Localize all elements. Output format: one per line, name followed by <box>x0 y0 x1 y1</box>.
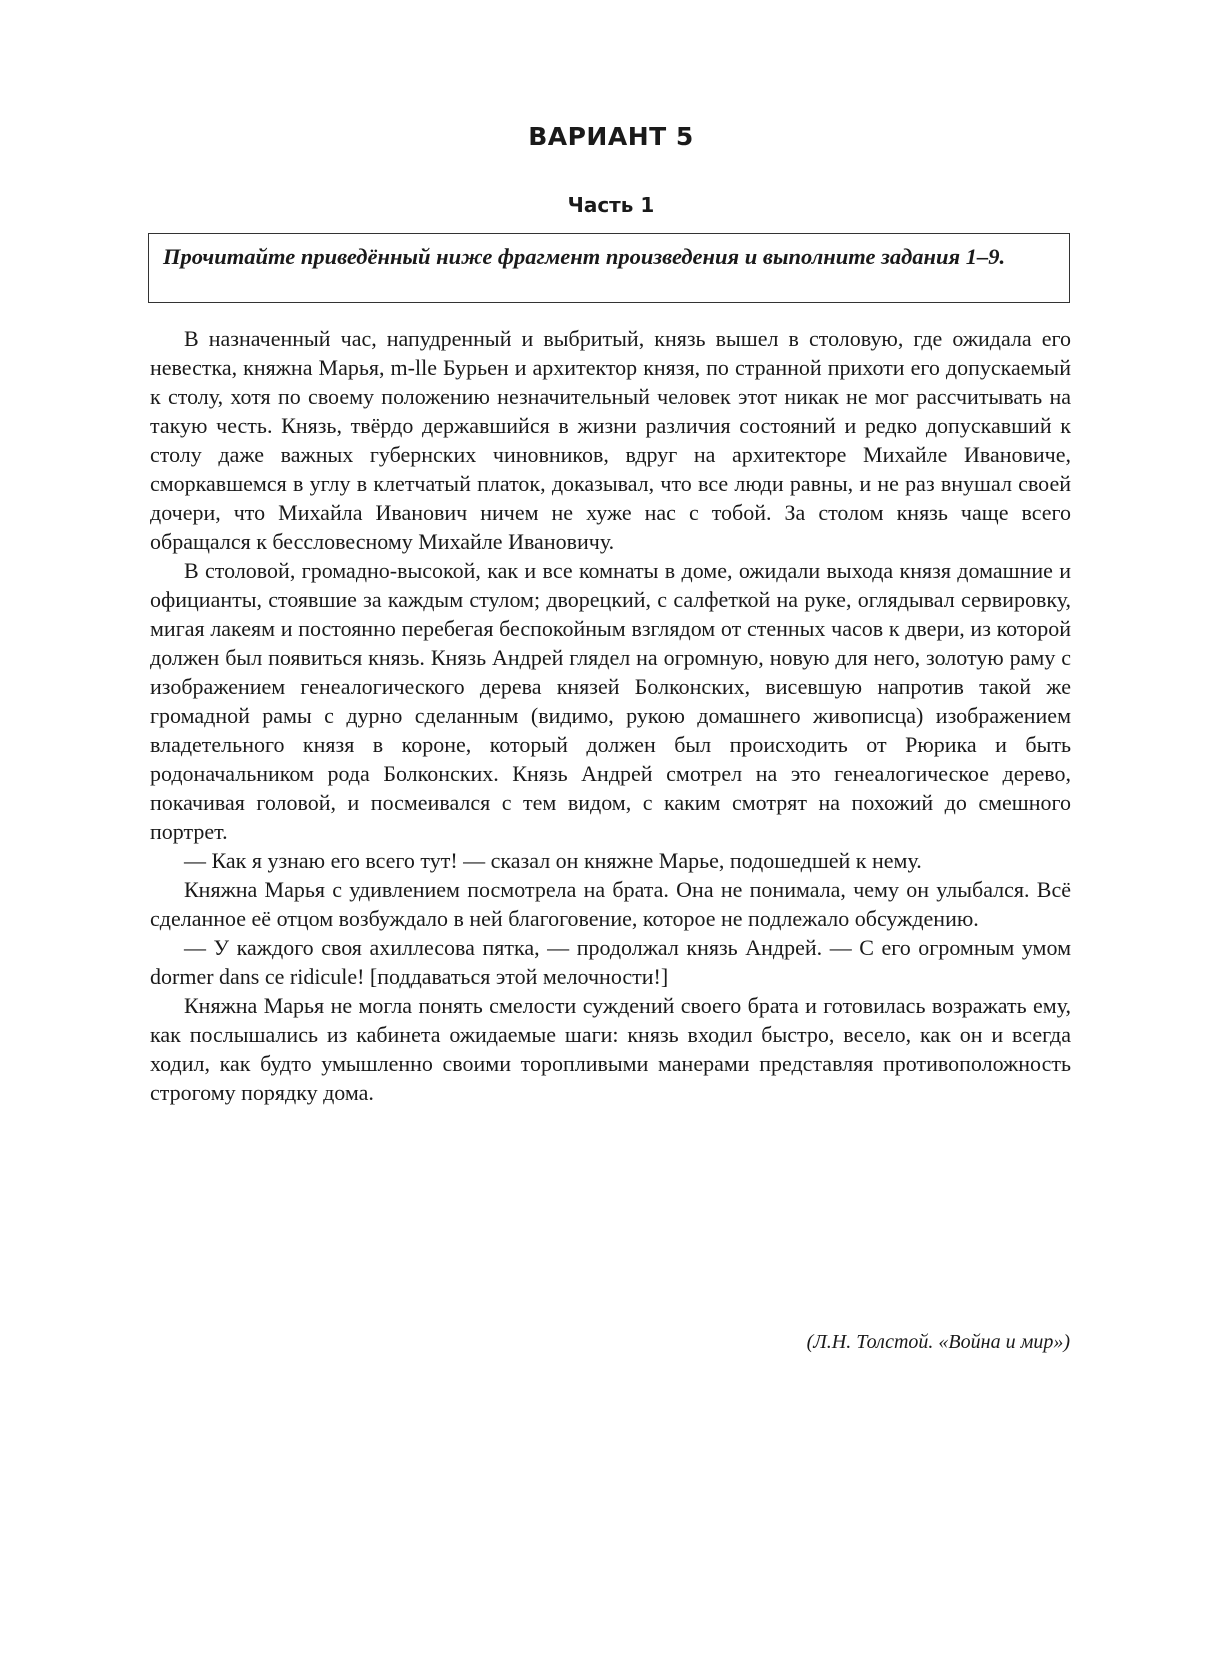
paragraph: В столовой, громадно-высокой, как и все комнаты в доме, ожидали выхода князя домашние и официанты, стоявшие за каждым стулом; дворецкий, с салфеткой на руке, оглядывал сервировку, мигая лакеям и постоянно перебегая беспокойным взглядом от стенных часов к двери, из которой должен был появиться князь. Князь Андрей глядел на огромную, новую для него, золотую раму с изображением генеалогического дерева князей Болконских, висевшую напротив такой же громадной рамы с дурно сделанным (видимо, рукою домашнего живописца) изображением владетельного князя в короне, который должен был происходить от Рюрика и быть родоначальником рода Болконских. Князь Андрей смотрел на это генеалогическое дерево, покачивая головой, и посмеивался с тем видом, с каким смотрят на похожий до смешного портрет. <box>150 558 1071 844</box>
page-title: ВАРИАНТ 5 <box>528 122 694 151</box>
paragraph: — Как я узнаю его всего тут! — сказал он княжне Марье, подошедшей к нему. <box>184 848 922 873</box>
section-title: Часть 1 <box>567 193 655 217</box>
instruction-text: Прочитайте приведённый ниже фрагмент произведения и выполните задания 1–9. <box>163 244 1006 269</box>
instruction-box <box>148 233 1070 303</box>
paragraph: В назначенный час, напудренный и выбритый, князь вышел в столовую, где ожидала его невестка, княжна Марья, m-lle Бурьен и архитектор князя, по странной прихоти его допускаемый к столу, хотя по своему положению незначительный человек этот никак не мог рассчитывать на такую честь. Князь, твёрдо державшийся в жизни различия состояний и редко допускавший к столу даже важных губернских чиновников, вдруг на архитекторе Михайле Ивановиче, сморкавшемся в углу в клетчатый платок, доказывал, что все люди равны, и не раз внушал своей дочери, что Михайла Иванович ничем не хуже нас с тобой. За столом князь чаще всего обращался к бессловесному Михайле Ивановичу. <box>150 326 1071 554</box>
source-attribution: (Л.Н. Толстой. «Война и мир») <box>806 1331 1070 1353</box>
paragraph: Княжна Марья не могла понять смелости суждений своего брата и готовилась возражать ему, как послышались из кабинета ожидаемые шаги: князь входил быстро, весело, как он и всегда ходил, как будто умышленно своими торопливыми манерами представляя противоположность строгому порядку дома. <box>150 993 1071 1105</box>
literary-excerpt <box>150 324 1071 1107</box>
paragraph: Княжна Марья с удивлением посмотрела на брата. Она не понимала, чему он улыбался. Всё сделанное её отцом возбуждало в ней благоговение, которое не подлежало обсуждению. <box>150 877 1071 931</box>
paragraph: — У каждого своя ахиллесова пятка, — продолжал князь Андрей. — С его огромным умом dormer dans ce ridicule! [поддаваться этой мелочности!] <box>150 935 1071 989</box>
